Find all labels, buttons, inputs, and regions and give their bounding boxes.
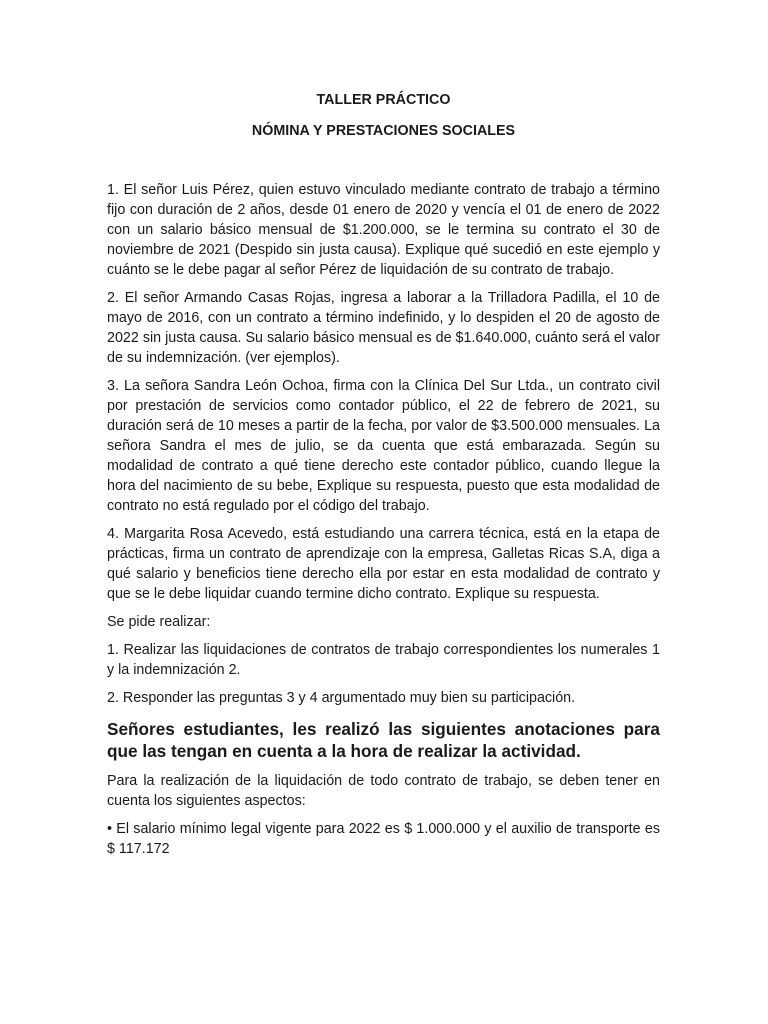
exercise-3: 3. La señora Sandra León Ochoa, firma con la Clínica Del Sur Ltda., un contrato civil por prestación de servicios como contador público, el 22 de febrero de 2021, su duración será de 10 meses a partir de la fecha, por valor de $3.500.000 mensuales. La señora Sandra el mes de julio, se da cuenta que está embarazada. Según su modalidad de contrato a qué tiene derecho este contador público, cuando llegue la hora del nacimiento de su bebe, Explique su respuesta, puesto que esta modalidad de contrato no está regulado por el código del trabajo. <box>107 378 660 514</box>
exercise-1: 1. El señor Luis Pérez, quien estuvo vinculado mediante contrato de trabajo a término fijo con duración de 2 años, desde 01 enero de 2020 y vencía el 01 de enero de 2022 con un salario básico mensual de $1.200.000, se le termina su contrato el 30 de noviembre de 2021 (Despido sin justa causa). Explique qué sucedió en este ejemplo y cuánto se le debe pagar al señor Pérez de liquidación de su contrato de trabajo. <box>107 182 660 278</box>
exercise-4: 4. Margarita Rosa Acevedo, está estudiando una carrera técnica, está en la etapa de prácticas, firma un contrato de aprendizaje con la empresa, Galletas Ricas S.A, diga a qué salario y beneficios tiene derecho ella por estar en esta modalidad de contrato y que se le debe liquidar cuando termine dicho contrato. Explique su respuesta. <box>107 526 660 602</box>
task-intro: Se pide realizar: <box>107 614 211 630</box>
exercise-2: 2. El señor Armando Casas Rojas, ingresa a laborar a la Trilladora Padilla, el 10 de mayo de 2016, con un contrato a término indefinido, y lo despiden el 20 de agosto de 2022 sin justa causa. Su salario básico mensual es de $1.640.000, cuánto será el valor de su indemnización. (ver ejemplos). <box>107 290 660 366</box>
notes-bullet-minimum-wage: • El salario mínimo legal vigente para 2022 es $ 1.000.000 y el auxilio de transporte es $ 117.172 <box>107 821 660 857</box>
notes-heading: Señores estudiantes, les realizó las siguientes anotaciones para que las tengan en cuenta a la hora de realizar la actividad. <box>107 719 660 761</box>
task-2: 2. Responder las preguntas 3 y 4 argumentado muy bien su participación. <box>107 690 576 706</box>
document-title: TALLER PRÁCTICO <box>316 92 451 108</box>
task-1: 1. Realizar las liquidaciones de contratos de trabajo correspondientes los numerales 1 y la indemnización 2. <box>107 642 660 678</box>
notes-intro: Para la realización de la liquidación de todo contrato de trabajo, se deben tener en cuenta los siguientes aspectos: <box>107 773 660 809</box>
document-subtitle: NÓMINA Y PRESTACIONES SOCIALES <box>251 123 516 139</box>
